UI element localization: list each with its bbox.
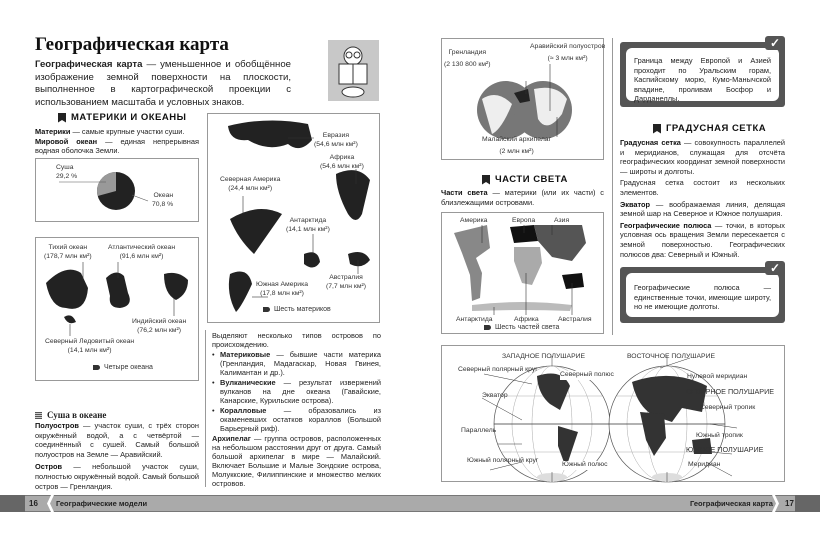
continents-definition xyxy=(35,127,199,156)
section-heading-parts-of-world: ЧАСТИ СВЕТА xyxy=(482,174,568,185)
hemispheres-grid-figure xyxy=(441,345,785,482)
continent-label-africa: Африка (54,6 млн км²) xyxy=(320,154,364,170)
africa-shape xyxy=(336,170,370,220)
label-parallel: Параллель xyxy=(461,427,497,434)
malay-archipelago-label: Малайский архипелаг (2 млн км²) xyxy=(482,136,552,155)
continent-label-eurasia: Евразия (54,6 млн км²) xyxy=(314,132,358,148)
bookmark-icon xyxy=(653,124,661,134)
ocean-label-indian: Индийский океан (76,2 млн км²) xyxy=(132,318,187,334)
bookmark-icon xyxy=(58,113,66,123)
fact-note-europe-asia-border xyxy=(620,42,785,107)
antarctica-region xyxy=(472,302,572,311)
australia-shape xyxy=(348,252,370,266)
indian-ocean-shape xyxy=(164,273,188,300)
term: Материки xyxy=(35,127,71,136)
text: — единая непрерывная водная оболочка Земли. xyxy=(35,136,200,156)
text: — уменьшенное и обобщённое изображение земной поверхности на плоскости, выполненное в картографической проекции с использованием масштаба и условных знаков. xyxy=(35,59,291,108)
four-oceans-figure xyxy=(35,237,199,381)
parts-of-world-definition: Части света — материки (или их части) с близлежащими островами. xyxy=(441,188,604,207)
label-prime-meridian: Нулевой меридиан xyxy=(687,373,748,380)
label-equator: Экватор xyxy=(482,392,508,399)
list-item: • Коралловые — образовались из окаменевших остатков кораллов (Большой Барьерный риф). xyxy=(212,406,381,433)
section-heading-continents-oceans xyxy=(58,112,186,123)
parts-of-world-map xyxy=(441,212,604,334)
intro-definition xyxy=(35,59,291,109)
caption-marker-icon xyxy=(484,325,491,330)
checkmark-icon: ✓ xyxy=(765,36,785,50)
caption-marker-icon xyxy=(263,307,270,312)
page-number-left: 16 xyxy=(29,499,38,508)
label-eastern-hemisphere: ВОСТОЧНОЕ ПОЛУШАРИЕ xyxy=(627,353,715,360)
heading-text: МАТЕРИКИ И ОКЕАНЫ xyxy=(71,112,187,123)
island-types-text: Выделяют несколько типов островов по происхождению. • Материковые — бывшие части материка (Гренландия, Мадагаскар, Новая Гвинея, Калимантан и др.). • Вулканические — результат извержений вулканов на дне океана (Гавайские, Канарские, Курильские острова). • Коралловые — образовались из окаменевших остатков кораллов (Большой Барьерный риф). Архипелаг — группа островов, расположенных на небольшом расстоянии друг от друга. Самый большой архипелаг в мире — Малайский. Включает Большие и Малые Зондские острова, Молуккские, Филиппинские и множество мелких островов. xyxy=(212,331,381,488)
region-label-antarctica: Антарктида xyxy=(456,316,493,323)
land-in-ocean-heading: Суша в океане xyxy=(35,410,106,420)
asia-region xyxy=(534,225,586,261)
ocean-label-pacific: Тихий океан (178,7 млн км²) xyxy=(44,244,92,260)
label-southern-hemisphere: ЮЖНОЕ ПОЛУШАРИЕ xyxy=(686,445,764,454)
continent-label-north-america: Северная Америка (24,4 млн км²) xyxy=(220,176,281,192)
reader-icon xyxy=(328,40,379,101)
page-title: Географическая карта xyxy=(35,34,229,55)
land-ocean-pie-chart xyxy=(35,158,199,222)
label-arctic-circle: Северный полярный круг xyxy=(458,366,538,373)
six-continents-figure xyxy=(207,113,380,323)
leader-line xyxy=(132,195,148,201)
label-meridian: Меридиан xyxy=(688,461,721,468)
bookmark-icon xyxy=(482,175,490,185)
footer-section-right: Географическая карта xyxy=(690,499,773,508)
land-in-ocean-text: Полуостров — участок суши, с трёх сторон окружённый водой, а с четвёртой — соединённый с сушей. Самый большой полуостров на Земле — Аравийский. Остров — небольшой участок суши, полностью окружённый водой. Самый большой остров — Гренландия. xyxy=(35,421,199,491)
note-text: Граница между Европой и Азией проходит по Уральским горам, Каспийскому морю, Кумо-Манычской впадине, проливам Босфор и Дарданеллы. xyxy=(626,48,779,101)
degree-grid-text: Градусная сетка — совокупность параллелей и меридианов, служащая для отсчёта географических координат земной поверхности — широты и долготы. Градусная сетка состоит из нескольких элементов. Экватор — воображаемая линия, делящая земной шар на Северное и Южное полушария. Географические полюса — точки, в которых условная ось вращения Земли пересекается с земной поверхностью. Географических полюсов два: Северный и Южный. xyxy=(620,138,785,259)
south-america-shape xyxy=(229,272,252,312)
list-item: • Вулканические — результат извержений вулканов на дне океана (Гавайские, Канарские, Курильские острова). xyxy=(212,378,381,405)
fact-note-poles xyxy=(620,267,785,323)
footer-tab-left xyxy=(0,495,25,512)
region-label-asia: Азия xyxy=(554,217,570,224)
antarctica-shape xyxy=(304,252,320,267)
figure-caption: Четыре океана xyxy=(93,364,153,371)
pie-label-land: Суша 29,2 % xyxy=(56,164,78,180)
column-divider xyxy=(612,38,613,335)
arctic-ocean-shape xyxy=(64,315,76,323)
region-label-america: Америка xyxy=(460,217,488,224)
term: Географическая карта xyxy=(35,59,143,70)
largest-land-forms-figure xyxy=(441,38,604,160)
term: Мировой океан xyxy=(35,136,98,146)
footer-tab-right xyxy=(795,495,820,512)
column-divider xyxy=(205,330,206,487)
region-label-europe: Европа xyxy=(512,217,536,224)
label-northern-hemisphere: СЕВЕРНОЕ ПОЛУШАРИЕ xyxy=(686,387,775,396)
africa-region xyxy=(514,247,542,285)
continent-label-south-america: Южная Америка (17,8 млн км²) xyxy=(256,281,308,297)
america-region xyxy=(454,225,490,301)
list-item: • Материковые — бывшие части материка (Гренландия, Мадагаскар, Новая Гвинея, Калимантан и др.). xyxy=(212,350,381,377)
page-number-right: 17 xyxy=(785,499,794,508)
heading-marker-icon xyxy=(35,412,42,419)
mascot-reading-illustration xyxy=(328,40,379,101)
arabia-label: Аравийский полуостров (≈ 3 млн км²) xyxy=(530,43,606,62)
text: — самые крупные участки суши. xyxy=(70,127,185,136)
caption-marker-icon xyxy=(93,365,100,370)
label-antarctic-circle: Южный полярный круг xyxy=(467,457,539,464)
figure-caption: Шесть материков xyxy=(263,306,331,313)
ocean-label-arctic: Северный Ледовитый океан (14,1 млн км²) xyxy=(45,338,135,354)
region-label-australia: Австралия xyxy=(558,316,592,323)
region-label-africa: Африка xyxy=(514,316,539,323)
label-north-pole: Северный полюс xyxy=(560,371,614,378)
eurasia-shape xyxy=(228,120,312,148)
label-south-pole: Южный полюс xyxy=(562,461,608,468)
ocean-label-atlantic: Атлантический океан (91,6 млн км²) xyxy=(108,244,176,260)
label-tropic-of-capricorn: Южный тропик xyxy=(696,432,743,439)
checkmark-icon: ✓ xyxy=(765,261,785,275)
footer-section-left: Географические модели xyxy=(56,499,148,508)
pacific-ocean-shape xyxy=(46,270,88,309)
continent-label-antarctica: Антарктида (14,1 млн км²) xyxy=(286,217,330,233)
label-western-hemisphere: ЗАПАДНОЕ ПОЛУШАРИЕ xyxy=(502,353,586,360)
pie-label-ocean: Океан 70,8 % xyxy=(152,192,174,208)
australia-region xyxy=(562,273,584,289)
greenland-label: Гренландия (2 130 800 км²) xyxy=(444,49,491,68)
note-text: Географические полюса — единственные точки, имеющие широту, но не имеющие долготы. xyxy=(626,273,779,317)
label-tropic-of-cancer: Северный тропик xyxy=(700,404,756,411)
figure-caption: Шесть частей света xyxy=(484,324,559,331)
continent-label-australia: Австралия (7,7 млн км²) xyxy=(326,274,367,290)
north-america-shape xyxy=(230,209,282,254)
section-heading-degree-grid: ГРАДУСНАЯ СЕТКА xyxy=(653,123,766,134)
